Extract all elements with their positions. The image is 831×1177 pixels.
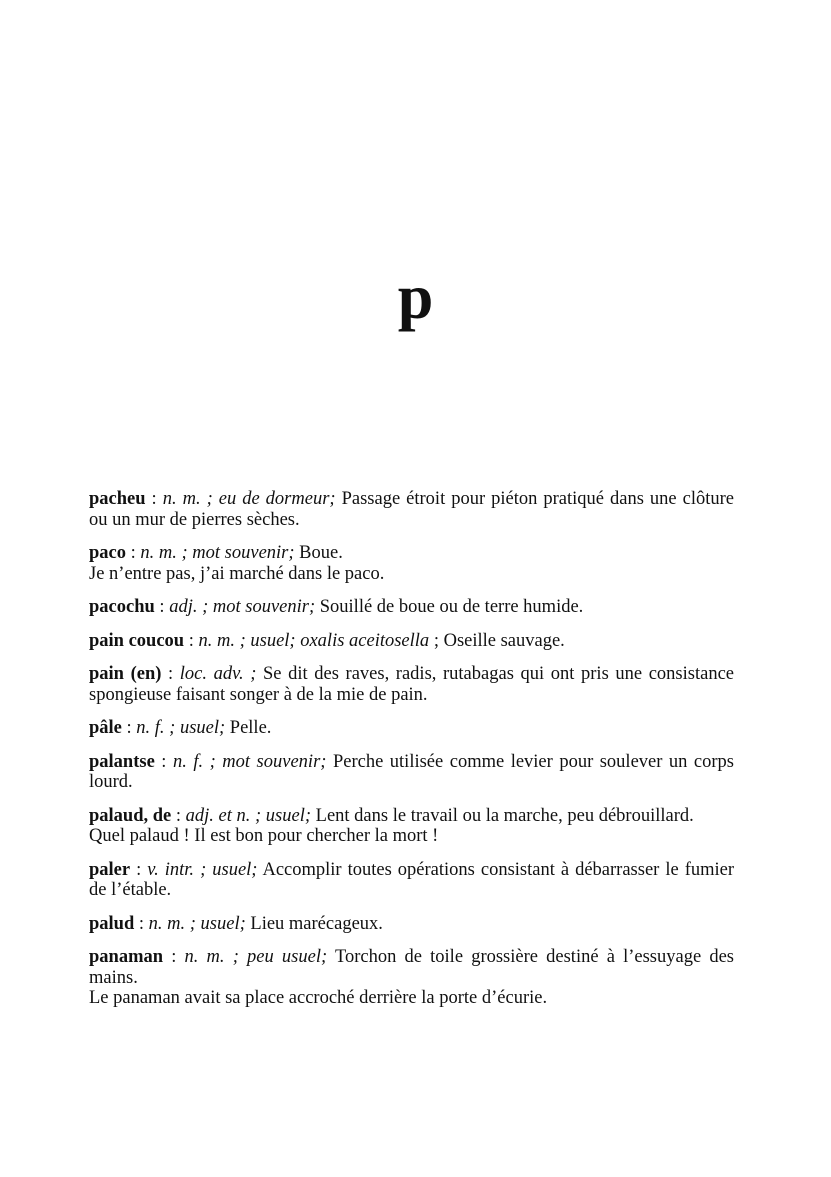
definition: Perche utilisée comme levier pour soulever un corps lourd. xyxy=(89,751,735,792)
grammar-note: n. m. ; eu de dormeur; xyxy=(162,489,336,509)
grammar-note: n. m. ; usuel; oxalis aceitosella xyxy=(198,630,430,651)
grammar-note: n. f. ; mot souvenir; xyxy=(172,751,327,772)
dictionary-entry: pacochu : adj. ; mot souvenir; Souillé de boue ou de terre humide. xyxy=(89,597,584,617)
dictionary-entry: palantse : n. f. ; mot souvenir; Perche utilisée comme levier pour soulever un corps lourd. xyxy=(89,751,735,792)
grammar-note: n. f. ; usuel; xyxy=(136,718,226,738)
dictionary-entry: pâle : n. f. ; usuel; Pelle. xyxy=(89,718,272,738)
headword: pâle xyxy=(89,718,122,738)
definition: Souillé de boue ou de terre humide. xyxy=(315,597,584,617)
dictionary-entry: panaman : n. m. ; peu usuel; Torchon de toile grossière destiné à l’essuyage des mains. Le panaman avait sa place accroché derrière la porte d’écurie. xyxy=(89,947,735,1008)
dictionary-entry: pain coucou : n. m. ; usuel; oxalis aceitosella ; Oseille sauvage. xyxy=(89,630,565,651)
usage-example: Le panaman avait sa place accroché derrière la porte d’écurie. xyxy=(89,988,548,1008)
dictionary-entry: paler : v. intr. ; usuel; Accomplir toutes opérations consistant à débarrasser le fumier de l’étable. xyxy=(89,859,735,900)
definition: ; Oseille sauvage. xyxy=(429,630,565,651)
section-letter: p xyxy=(397,261,434,332)
grammar-note: n. m. ; usuel; xyxy=(148,913,246,934)
headword: panaman xyxy=(89,947,164,967)
headword: paco xyxy=(89,543,126,563)
definition: Lieu marécageux. xyxy=(245,913,383,934)
definition: Se dit des raves, radis, rutabagas qui ont pris une consistance spongieuse faisant songer à de la mie de pain. xyxy=(89,664,734,705)
grammar-note: n. m. ; mot souvenir; xyxy=(140,543,295,563)
headword: palaud, de xyxy=(89,805,172,826)
usage-example: Quel palaud ! Il est bon pour chercher la mort ! xyxy=(89,826,439,846)
dictionary-entry: palud : n. m. ; usuel; Lieu marécageux. xyxy=(89,913,383,934)
definition: Boue. xyxy=(294,543,343,563)
dictionary-entry: paco : n. m. ; mot souvenir; Boue. Je n’entre pas, j’ai marché dans le paco. xyxy=(89,543,734,584)
headword: pain (en) xyxy=(89,664,162,684)
headword: pacochu xyxy=(89,597,155,617)
dictionary-entry: pain (en) : loc. adv. ; Se dit des raves, radis, rutabagas qui ont pris une consistance spongieuse faisant songer à de la mie de pain. xyxy=(89,664,734,705)
grammar-note: adj. et n. ; usuel; xyxy=(185,805,312,826)
grammar-note: loc. adv. ; xyxy=(179,664,257,684)
definition: Pelle. xyxy=(225,718,272,738)
usage-example: Je n’entre pas, j’ai marché dans le paco. xyxy=(89,563,385,584)
definition: Lent dans le travail ou la marche, peu débrouillard. xyxy=(311,805,694,826)
grammar-note: n. m. ; peu usuel; xyxy=(184,947,328,967)
headword: palud xyxy=(89,913,135,934)
dictionary-entry: palaud, de : adj. et n. ; usuel; Lent dans le travail ou la marche, peu débrouillard. Quel palaud ! Il est bon pour chercher la mort ! xyxy=(89,806,734,847)
entry-list xyxy=(89,489,734,1022)
headword: paler xyxy=(89,859,131,880)
headword: pacheu xyxy=(89,489,146,509)
definition: Passage étroit pour piéton pratiqué dans une clôture ou un mur de pierres sèches. xyxy=(89,489,734,530)
definition: Torchon de toile grossière destiné à l’essuyage des mains. xyxy=(89,947,735,988)
dictionary-entry: pacheu : n. m. ; eu de dormeur; Passage étroit pour piéton pratiqué dans une clôture ou un mur de pierres sèches. xyxy=(89,489,734,530)
grammar-note: adj. ; mot souvenir; xyxy=(169,597,316,617)
headword: palantse xyxy=(89,751,155,772)
grammar-note: v. intr. ; usuel; xyxy=(147,859,258,880)
headword: pain coucou xyxy=(89,630,185,651)
definition: Accomplir toutes opérations consistant à débarrasser le fumier de l’étable. xyxy=(89,859,735,900)
